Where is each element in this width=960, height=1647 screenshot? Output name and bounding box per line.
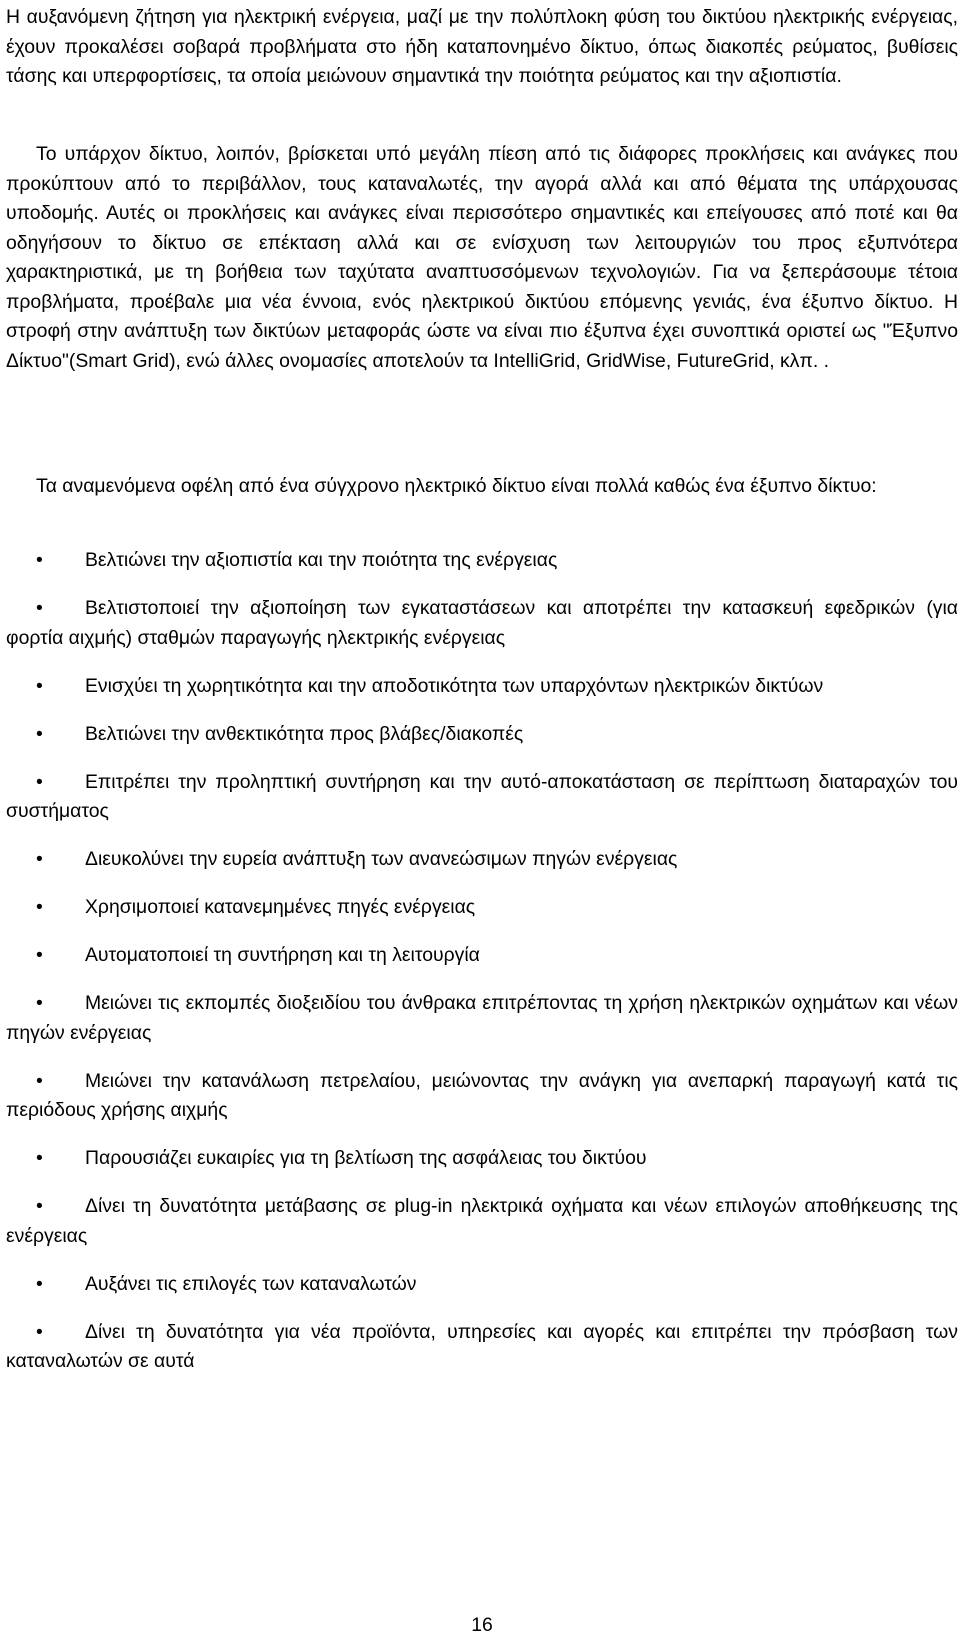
list-item bbox=[6, 845, 958, 875]
list-item bbox=[6, 594, 958, 653]
list-item bbox=[6, 1192, 958, 1251]
list-item-text: Ενισχύει τη χωρητικότητα και την αποδοτικότητα των υπαρχόντων ηλεκτρικών δικτύων bbox=[85, 674, 824, 697]
list-item bbox=[6, 768, 958, 827]
list-item-text: Δίνει τη δυνατότητα για νέα προϊόντα, υπηρεσίες και αγορές και επιτρέπει την πρόσβαση των καταναλωτών σε αυτά bbox=[6, 1320, 958, 1372]
list-item-text: Βελτιώνει την ανθεκτικότητα προς βλάβες/διακοπές bbox=[85, 722, 524, 745]
list-item-text: Επιτρέπει την προληπτική συντήρηση και την αυτό-αποκατάσταση σε περίπτωση διαταραχών του συστήματος bbox=[6, 770, 958, 822]
list-item-text: Μειώνει τις εκπομπές διοξειδίου του άνθρακα επιτρέποντας τη χρήση ηλεκτρικών οχημάτων και νέων πηγών ενέργειας bbox=[6, 992, 958, 1044]
list-item bbox=[6, 1144, 958, 1174]
list-item bbox=[6, 720, 958, 750]
page-number: 16 bbox=[471, 1614, 493, 1636]
bullet-icon: • bbox=[36, 1320, 43, 1343]
bullet-icon: • bbox=[36, 674, 43, 697]
list-item bbox=[6, 1067, 958, 1126]
list-item-text: Διευκολύνει την ευρεία ανάπτυξη των ανανεώσιμων πηγών ενέργειας bbox=[85, 848, 678, 870]
list-item-text: Παρουσιάζει ευκαιρίες για τη βελτίωση της ασφάλειας του δικτύου bbox=[85, 1147, 647, 1169]
bullet-icon: • bbox=[36, 549, 43, 571]
bullet-icon: • bbox=[36, 848, 43, 870]
bullet-icon: • bbox=[36, 770, 43, 793]
list-item bbox=[6, 893, 958, 923]
bullet-icon: • bbox=[36, 1147, 43, 1169]
list-item bbox=[6, 989, 958, 1048]
list-item-text: Αυξάνει τις επιλογές των καταναλωτών bbox=[85, 1272, 417, 1295]
bullet-icon: • bbox=[36, 992, 43, 1014]
bullet-icon: • bbox=[36, 722, 43, 745]
bullet-icon: • bbox=[36, 1272, 43, 1295]
paragraph-intro: Η αυξανόμενη ζήτηση για ηλεκτρική ενέργεια, μαζί με την πολύπλοκη φύση του δικτύου ηλεκτρικής ενέργειας, έχουν προκαλέσει σοβαρά προβλήματα στο ήδη καταπονημένο δίκτυο, όπως διακοπές ρεύματος, βυθίσεις τάσης και υπερφορτίσεις, τα οποία μειώνουν σημαντικά την ποιότητα ρεύματος και την αξιοπιστία. bbox=[6, 6, 958, 87]
bullet-icon: • bbox=[36, 1195, 43, 1217]
list-item-text: Μειώνει την κατανάλωση πετρελαίου, μειώνοντας την ανάγκη για ανεπαρκή παραγωγή κατά τις περιόδους χρήσης αιχμής bbox=[6, 1069, 958, 1121]
benefits-list bbox=[6, 546, 958, 1395]
paragraph-benefits-intro: Τα αναμενόμενα οφέλη από ένα σύγχρονο ηλεκτρικό δίκτυο είναι πολλά καθώς ένα έξυπνο δίκτυο: bbox=[36, 475, 877, 497]
list-item bbox=[6, 1270, 958, 1300]
bullet-icon: • bbox=[36, 944, 43, 966]
bullet-icon: • bbox=[36, 1069, 43, 1092]
paragraph-existing-grid: Το υπάρχον δίκτυο, λοιπόν, βρίσκεται υπό μεγάλη πίεση από τις διάφορες προκλήσεις και ανάγκες που προκύπτουν από το περιβάλλον, τους καταναλωτές, την αγορά αλλά και από θέματα της υπάρχουσας υποδομής. Αυτές οι προκλήσεις και ανάγκες είναι περισσότερο σημαντικές και επείγουσες από ποτέ και θα οδηγήσουν το δίκτυο σε επέκταση αλλά και σε ενίσχυση των λειτουργιών του προς εξυπνότερα χαρακτηριστικά, με τη βοήθεια των ταχύτατα αναπτυσσόμενων τεχνολογιών. Για να ξεπεράσουμε τέτοια προβλήματα, προέβαλε μια νέα έννοια, ενός ηλεκτρικού δικτύου επόμενης γενιάς, ένα έξυπνο δίκτυο. Η στροφή στην ανάπτυξη των δικτύων μεταφοράς ώστε να είναι πιο έξυπνα έχει συνοπτικά οριστεί ως "Έξυπνο Δίκτυο"(Smart Grid), ενώ άλλες ονομασίες αποτελούν τα IntelliGrid, GridWise, FutureGrid, κλπ. . bbox=[6, 143, 958, 372]
list-item bbox=[6, 1318, 958, 1377]
list-item-text: Αυτοματοποιεί τη συντήρηση και τη λειτουργία bbox=[85, 944, 480, 966]
list-item bbox=[6, 546, 958, 576]
document-page bbox=[6, 0, 958, 1647]
list-item bbox=[6, 672, 958, 702]
list-item-text: Δίνει τη δυνατότητα μετάβασης σε plug-in ηλεκτρικά οχήματα και νέων επιλογών αποθήκευσης της ενέργειας bbox=[6, 1195, 958, 1247]
list-item-text: Βελτιώνει την αξιοπιστία και την ποιότητα της ενέργειας bbox=[85, 549, 558, 571]
list-item-text: Χρησιμοποιεί κατανεμημένες πηγές ενέργειας bbox=[85, 896, 476, 918]
bullet-icon: • bbox=[36, 896, 43, 918]
list-item-text: Βελτιστοποιεί την αξιοποίηση των εγκαταστάσεων και αποτρέπει την κατασκευή εφεδρικών (για φορτία αιχμής) σταθμών παραγωγής ηλεκτρικής ενέργειας bbox=[6, 597, 958, 649]
bullet-icon: • bbox=[36, 597, 43, 619]
list-item bbox=[6, 941, 958, 971]
